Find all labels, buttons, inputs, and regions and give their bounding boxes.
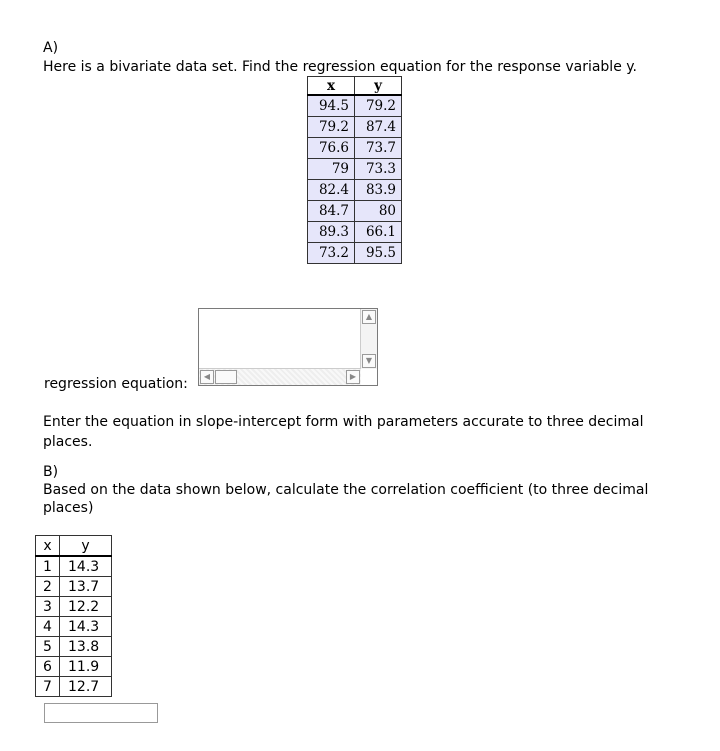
regression-equation-textarea[interactable] xyxy=(198,308,378,386)
part-a-note-line1: Enter the equation in slope-intercept form with parameters accurate to three decimal xyxy=(43,414,644,430)
table-cell-y: 14.3 xyxy=(60,556,112,577)
table-cell-y: 95.5 xyxy=(355,243,402,264)
table-cell-x: 79 xyxy=(308,159,355,180)
table-cell-x: 1 xyxy=(36,556,60,577)
correlation-answer-input[interactable] xyxy=(44,703,158,723)
table-cell-x: 84.7 xyxy=(308,201,355,222)
scroll-up-icon[interactable]: ▲ xyxy=(362,310,376,324)
table-cell-y: 83.9 xyxy=(355,180,402,201)
table-cell-y: 14.3 xyxy=(60,617,112,637)
table-cell-y: 13.7 xyxy=(60,577,112,597)
scroll-down-icon[interactable]: ▼ xyxy=(362,354,376,368)
table-row xyxy=(36,657,112,677)
table-cell-x: 3 xyxy=(36,597,60,617)
table-cell-y: 73.7 xyxy=(355,138,402,159)
table-cell-x: 94.5 xyxy=(308,95,355,117)
table-cell-x: 4 xyxy=(36,617,60,637)
table-cell-x: 2 xyxy=(36,577,60,597)
table-row xyxy=(308,159,402,180)
table-row xyxy=(308,222,402,243)
table-cell-y: 12.7 xyxy=(60,677,112,697)
part-b-instruction-line2: places) xyxy=(43,500,94,516)
table-row xyxy=(36,556,112,577)
table-cell-y: 87.4 xyxy=(355,117,402,138)
table-cell-y: 80 xyxy=(355,201,402,222)
table-row xyxy=(308,117,402,138)
table-row xyxy=(308,180,402,201)
scroll-left-icon[interactable]: ◀ xyxy=(200,370,214,384)
table-cell-x: 89.3 xyxy=(308,222,355,243)
table-cell-y: 13.8 xyxy=(60,637,112,657)
table-row xyxy=(36,637,112,657)
data-table-b xyxy=(35,535,112,697)
table-cell-y: 11.9 xyxy=(60,657,112,677)
table-a-header-x: x xyxy=(308,77,355,96)
table-row xyxy=(308,201,402,222)
data-table-a xyxy=(307,76,402,264)
table-row xyxy=(36,597,112,617)
table-row xyxy=(308,243,402,264)
table-cell-y: 73.3 xyxy=(355,159,402,180)
vertical-scrollbar[interactable] xyxy=(360,309,377,369)
table-cell-x: 73.2 xyxy=(308,243,355,264)
horizontal-scrollbar[interactable] xyxy=(199,368,361,385)
part-b-label: B) xyxy=(43,464,59,480)
table-row xyxy=(308,95,402,117)
table-cell-y: 12.2 xyxy=(60,597,112,617)
table-cell-x: 5 xyxy=(36,637,60,657)
table-cell-x: 6 xyxy=(36,657,60,677)
table-cell-x: 82.4 xyxy=(308,180,355,201)
table-cell-x: 76.6 xyxy=(308,138,355,159)
table-a-header-y: y xyxy=(355,77,402,96)
table-row xyxy=(308,138,402,159)
part-b-instruction-line1: Based on the data shown below, calculate the correlation coefficient (to three decimal xyxy=(43,482,649,498)
scroll-thumb[interactable] xyxy=(215,370,237,384)
scroll-right-icon[interactable]: ▶ xyxy=(346,370,360,384)
part-a-note-line2: places. xyxy=(43,434,93,450)
part-a-instruction: Here is a bivariate data set. Find the regression equation for the response variable y. xyxy=(43,59,638,75)
table-row xyxy=(36,617,112,637)
table-b-header-y: y xyxy=(60,536,112,557)
table-row xyxy=(36,577,112,597)
table-row xyxy=(36,677,112,697)
table-cell-y: 79.2 xyxy=(355,95,402,117)
table-cell-y: 66.1 xyxy=(355,222,402,243)
table-cell-x: 79.2 xyxy=(308,117,355,138)
part-a-label: A) xyxy=(43,40,59,56)
table-cell-x: 7 xyxy=(36,677,60,697)
table-b-header-x: x xyxy=(36,536,60,557)
regression-equation-label: regression equation: xyxy=(44,376,188,392)
